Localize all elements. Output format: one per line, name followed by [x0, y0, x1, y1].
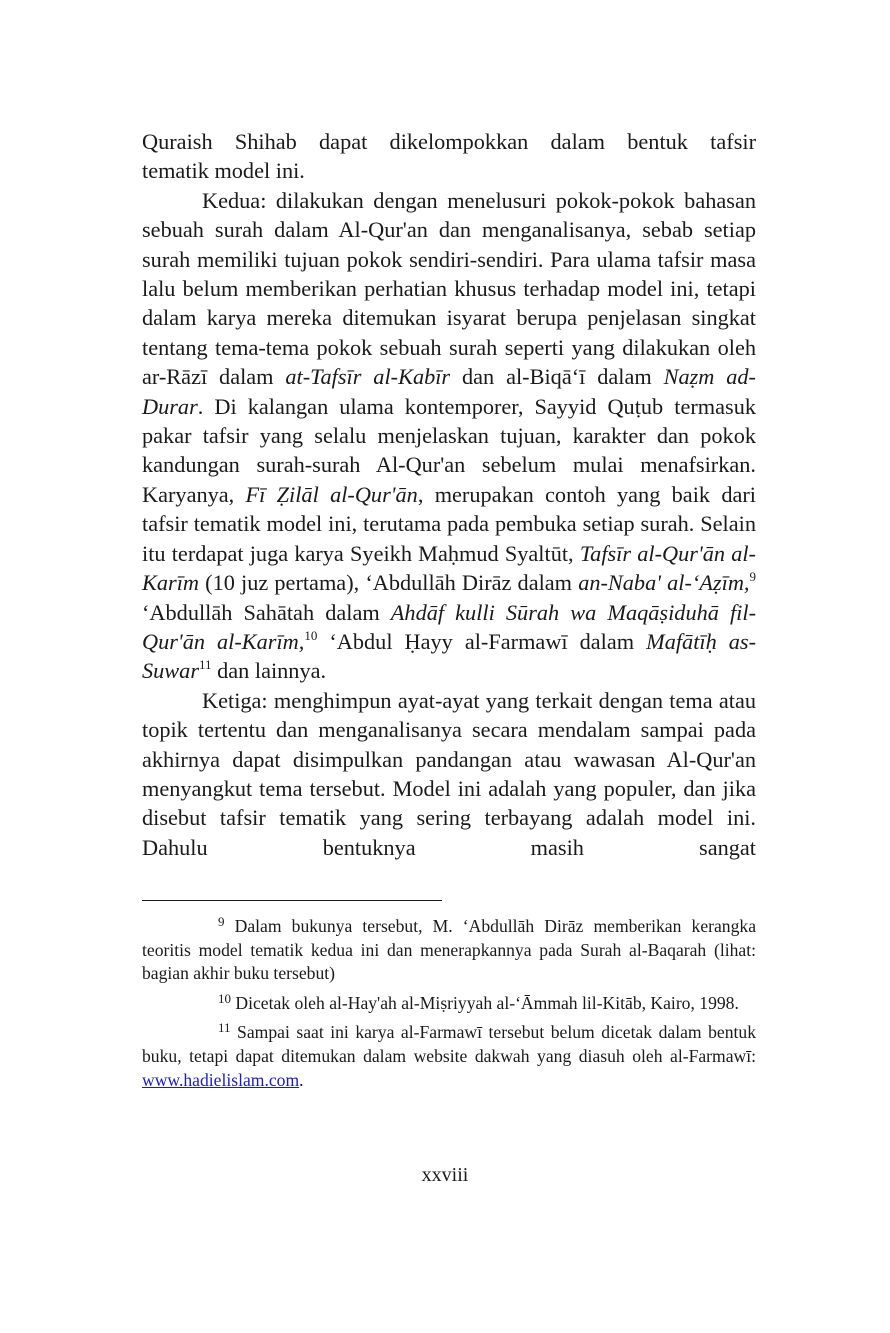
footnote-text-end: .: [299, 1069, 304, 1090]
website-link[interactable]: www.hadielislam.com: [142, 1069, 300, 1090]
book-title: Fī Ẓilāl al-Qur'ān: [245, 481, 418, 507]
body-text: [142, 127, 756, 862]
paragraph-2-text: , merupakan contoh yang baik dari tafsir tematik model ini, terutama pada pembuka setiap surah. Selain itu terdapat juga karya Syeikh Maḥmud Syaltūt,: [142, 481, 756, 566]
book-title: Ahdāf kulli Sūrah wa Maqāṣiduhā fil-Qur'ān al-Karīm,: [142, 599, 756, 654]
footnote-11: [142, 1021, 756, 1092]
book-title: an-Naba' al-‘Aẓīm,: [578, 570, 750, 596]
book-title: Naẓm ad-Durar: [142, 364, 756, 419]
book-title: Mafātīḥ as-Suwar: [142, 628, 756, 684]
paragraph-2: [142, 186, 756, 686]
footnote-separator: [142, 900, 442, 901]
paragraph-2-text: (10 juz pertama), ‘Abdullāh Dirāz dalam: [199, 570, 579, 596]
paragraph-2-text: ‘Abdul Ḥayy al-Farmawī dalam: [317, 628, 647, 654]
paragraph-1-line-2: tematik model ini.: [142, 158, 305, 184]
footnote-ref-10[interactable]: 10: [304, 627, 318, 643]
footnote-mark: 10: [218, 990, 231, 1006]
book-title: at-Tafsīr al-Kabīr: [285, 364, 451, 390]
footnote-ref-9[interactable]: 9: [749, 569, 757, 585]
footnote-9: [142, 915, 756, 986]
footnote-text: Dicetak oleh al-Hay'ah al-Miṣriyyah al-‘Āmmah lil-Kitāb, Kairo, 1998.: [231, 992, 739, 1013]
footnote-10: [142, 992, 756, 1016]
footnote-mark: 9: [218, 914, 225, 929]
footnote-mark: 11: [218, 1020, 231, 1036]
footnotes: [142, 915, 756, 1098]
paragraph-2-text: dan lainnya.: [211, 658, 327, 684]
paragraph-2-text: ‘Abdullāh Sahātah dalam: [142, 599, 391, 625]
paragraph-1-line-1: Quraish Shihab dapat dikelompokkan dalam bentuk tafsir: [142, 129, 756, 154]
footnote-text: Dalam bukunya tersebut, M. ‘Abdullāh Dirāz memberikan kerangka teoritis model tematik kedua ini dan menerapkannya pada Surah al-Baqarah (lihat: bagian akhir buku tersebut): [142, 916, 756, 984]
paragraph-2-text: . Di kalangan ulama kontemporer, Sayyid Quṭub termasuk pakar tafsir yang selalu menjelaskan tujuan, karakter dan pokok kandungan surah-surah Al-Qur'an sebelum mulai menafsirkan. Karyanya,: [142, 393, 756, 507]
book-title: Tafsīr al-Qur'ān al-Karīm: [142, 540, 756, 596]
paragraph-3: Ketiga: menghimpun ayat-ayat yang terkait dengan tema atau topik tertentu dan menganalisanya secara mendalam sampai pada akhirnya dapat disimpulkan pandangan atau wawasan Al-Qur'an menyangkut tema tersebut. Model ini adalah yang populer, dan jika disebut tafsir tematik yang sering terbayang adalah model ini. Dahulu bentuknya masih sangat: [142, 687, 756, 860]
page-number: xxviii: [421, 1164, 469, 1186]
footnote-text: Sampai saat ini karya al-Farmawī tersebut belum dicetak dalam bentuk buku, tetapi dapat ditemukan dalam website dakwah yang diasuh oleh al-Farmawī:: [142, 1022, 756, 1066]
paragraph-2-text: Kedua: dilakukan dengan menelusuri pokok-pokok bahasan sebuah surah dalam Al-Qur'an dan menganalisanya, sebab setiap surah memiliki tujuan pokok sendiri-sendiri. Para ulama tafsir masa lalu belum memberikan perhatian khusus terhadap model ini, tetapi dalam karya mereka ditemukan isyarat berupa penjelasan singkat tentang tema-tema pokok sebuah surah seperti yang dilakukan oleh ar-Rāzī dalam: [142, 187, 756, 390]
footnote-ref-11[interactable]: 11: [199, 657, 212, 673]
paragraph-1: [142, 127, 756, 186]
paragraph-2-text: dan al-Biqā‘ī dalam: [450, 364, 664, 390]
